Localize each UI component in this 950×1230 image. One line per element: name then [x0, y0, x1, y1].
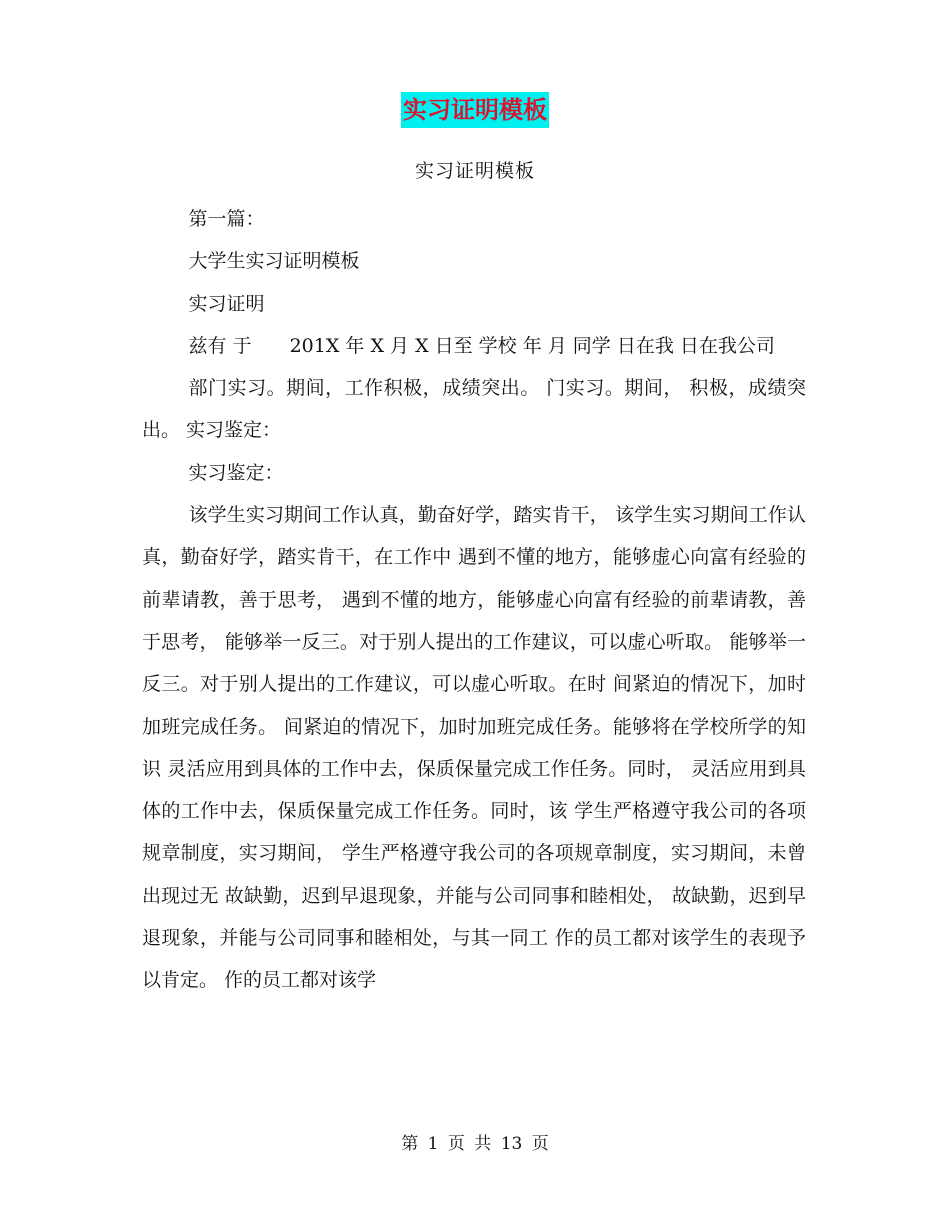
- page-number-footer: 第 1 页 共 13 页: [401, 1134, 549, 1154]
- paragraph-department: 部门实习。期间，工作积极，成绩突出。 门实习。期间， 积极，成绩突出。 实习鉴定：: [142, 377, 806, 442]
- document-body: [142, 198, 806, 1002]
- paragraph-appraisal-heading: 实习鉴定：: [188, 461, 284, 484]
- document-subtitle: 实习证明模板: [414, 160, 535, 182]
- paragraph-template-title: 大学生实习证明模板: [188, 250, 360, 273]
- paragraph-intern-dates: 兹有 于 201X 年 X 月 X 日至 学校 年 月 同学 日在我 日在我公司: [188, 334, 775, 357]
- paragraph-certificate-heading: 实习证明: [188, 292, 265, 315]
- paragraph-section-heading: 第一篇：: [188, 208, 265, 230]
- paragraph-appraisal-body: 该学生实习期间工作认真，勤奋好学，踏实肯干， 该学生实习期间工作认真，勤奋好学，踏实肯干，在工作中 遇到不懂的地方，能够虚心向富有经验的前辈请教，善于思考， 遇到不懂的地方，能够虚心向富有经验的前辈请教，善于思考， 能够举一反三。对于别人提出的工作建议，可以虚心听取。 能够举一反三。对于别人提出的工作建议，可以虚心听取。在时 间紧迫的情况下，加时加班完成任务。 间紧迫的情况下，加时加班完成任务。能够将在学校所学的知识 灵活应用到具体的工作中去，保质保量完成工作任务。同时， 灵活应用到具体的工作中去，保质保量完成工作任务。同时，该 学生严格遵守我公司的各项规章制度，实习期间， 学生严格遵守我公司的各项规章制度，实习期间，未曾出现过无 故缺勤，迟到早退现象，并能与公司同事和睦相处， 故缺勤，迟到早退现象，并能与公司同事和睦相处，与其一同工 作的员工都对该学生的表现予以肯定。 作的员工都对该学: [142, 504, 806, 992]
- document-title-highlight: 实习证明模板: [401, 92, 549, 128]
- document-title: [0, 92, 950, 128]
